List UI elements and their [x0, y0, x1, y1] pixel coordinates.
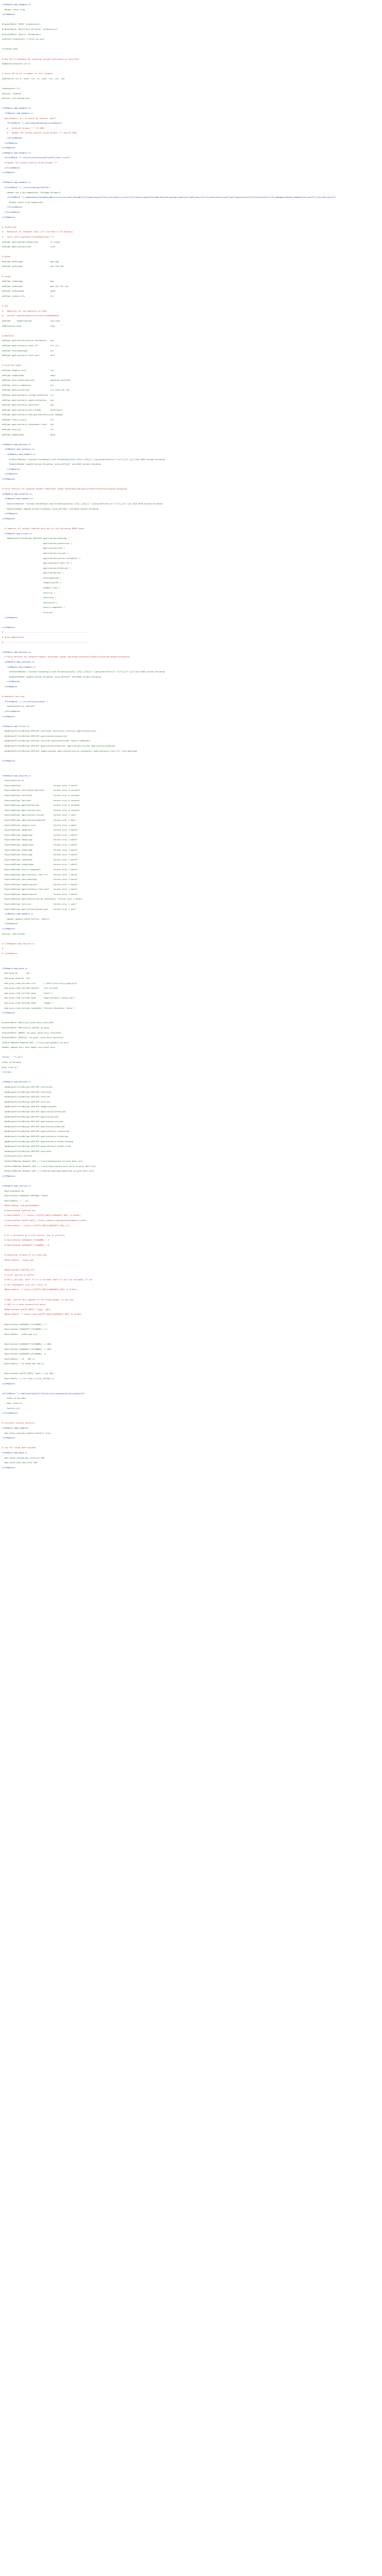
code-line: text/html \: [2, 596, 57, 599]
code-line: AddOutputFilterByType DEFLATE text/html text/plain text/css application/json: [2, 730, 96, 733]
code-line: <IfModule mod_headers.c>: [2, 151, 31, 154]
code-line: [2, 328, 380, 333]
code-line: AddType text/cache-manifest appcache manifest: [2, 379, 71, 382]
code-line: ExpiresByType text/x-component "access plus 1 month": [2, 868, 78, 871]
code-line: <IfModule mod_deflate.c>: [2, 1080, 31, 1083]
code-line: AddType video/ogg ogv: [2, 280, 54, 283]
code-line: AddOutputFilterByType DEFLATE text/xml: [2, 1095, 50, 1098]
code-line: #RewriteRule .* https://%{HTTP_HOST}%{REQUEST_URI} [L,R=301]: [2, 1288, 77, 1291]
code-line: #: [2, 947, 4, 950]
code-line: # SVG: [2, 304, 8, 308]
code-line: </IfModule>: [2, 1382, 15, 1385]
code-line: </FilesMatch>: [2, 1412, 18, 1415]
code-line: # Header set Access-Control-Allow-Origin "*": [2, 161, 58, 164]
code-line: </IfModule>: [2, 512, 18, 515]
code-line: Order allow,deny: [2, 1397, 26, 1400]
code-line: </FilesMatch>: [2, 709, 21, 713]
code-line: </IfModule>: [2, 1011, 15, 1014]
code-line: [2, 482, 380, 487]
code-line: <IfModule mod_headers.c>: [2, 453, 36, 456]
code-line: <FilesMatch "\.(bak|config|dist|fla|inc|ini|log|psd|sh|sql|sw[op])$">: [2, 1392, 85, 1395]
code-line: Deny from all: [2, 1402, 23, 1405]
code-line: # gzip compression: [2, 636, 24, 638]
code-line: IndexIgnore */*: [2, 87, 21, 90]
code-line: BrowserMatch \bMSIE !no-gzip !gzip-only-text/html: [2, 1031, 61, 1034]
code-line: [2, 719, 380, 724]
code-line: BrowserMatch "MSIE" brokenvary=1: [2, 23, 41, 26]
code-line: <IfModule mod_rewrite.c>: [2, 1184, 31, 1187]
code-line: # webfonts and svg:: [2, 695, 25, 698]
code-line: # First rewrite to HTTPS:: [2, 1273, 35, 1276]
code-line: [2, 1440, 380, 1446]
code-line: image/x-icon \: [2, 586, 60, 589]
code-line: # Assorted types: [2, 364, 22, 367]
code-line: [2, 645, 380, 650]
code-line: <IfModule mod_php5.c>: [2, 1451, 28, 1454]
code-line: # Force deflate for mangled headers developer.yahoo.com/blogs/ydn/posts/2010/12/pushing-beyond-gzipping/: [2, 655, 130, 658]
code-line: AddOutputFilterByType DEFLATE text/css: [2, 1100, 50, 1103]
code-line: SetEnvIfNoCase Request_URI \.(?:gif|jpe?g|png)$ no-gzip dont-vary: [2, 1159, 83, 1162]
code-line: </IfModule>: [2, 478, 15, 480]
code-line: application/vnd.ms-fontobject \: [2, 556, 81, 560]
code-line: [2, 249, 380, 255]
code-line: [2, 768, 380, 773]
code-line: <IfModule mod_filter.c>: [2, 724, 30, 727]
code-line: AddType image/webp webp: [2, 374, 56, 377]
code-line: # Force deflate for mangled headers developer.yahoo.com/blogs/ydn/posts/2010/12/pushing-beyond-gzipping/: [2, 487, 128, 490]
code-line: text/css \: [2, 591, 56, 594]
code-line: SetEnvIfNoCase Request_URI \.(?:gif|jpe?g|png)$ no-gzip: [2, 1041, 68, 1044]
code-line: [2, 1050, 380, 1055]
code-line: AddType application/xml rss atom xml rdf: [2, 388, 70, 392]
code-line: AddType application/vnd.ms-fontobject eot: [2, 339, 54, 342]
code-line: # Video: [2, 275, 11, 278]
code-line: [2, 101, 380, 106]
code-line: <IfModule mod_setenvif.c>: [2, 492, 32, 495]
code-line: Satisfy All: [2, 1406, 21, 1410]
code-line: AddType application/octet-stream safariextz: [2, 408, 63, 411]
code-line: AddEncoding gzip svgz: [2, 324, 56, 327]
code-line: AddType audio/ogg oga ogg: [2, 260, 59, 263]
code-line: RewriteEngine On: [2, 1189, 24, 1192]
code-line: RewriteRule ^.*$ - [NC,L]: [2, 1357, 35, 1360]
code-line: </IfModule>: [2, 517, 15, 520]
code-line: ExpiresByType application/x-font-woff "access plus 1 month": [2, 888, 78, 891]
code-line: </IfModule>: [2, 685, 18, 688]
code-line: ExpiresDefault "access plus 1 month": [2, 784, 78, 787]
code-line: AddOutputFilterByType DEFLATE application/x-javascript: [2, 1130, 70, 1133]
code-line: [2, 763, 380, 768]
code-line: </IfModule>: [2, 625, 15, 629]
code-line: ExpiresByType image/svg+xml "access plus 1 month": [2, 883, 78, 886]
code-line: </IfModule>: [2, 215, 15, 218]
code-line: # Otherwise forward it to index.php: [2, 1253, 47, 1257]
code-line: BrowserMatch "Opera" !brokenvary: [2, 32, 41, 36]
code-line: <FilesMatch "\.(appcache|atom|bbaw|bmp|crx|css|cur|eot|f4[abpv]|flv|geojson|gif|htc|ico|jpe?g|js|json(ld)?|m4[av]|manifest|map|mp4|oex|og[agv]|opus|otf|pdf|png|rdf|rss|safariextz|svgz?|swf|topojson|tt[cf]|txt|vcard|vcf|vtt|webapp|web[mp]|webmanifest|woff2?|xloc|xml|xpi)$">: [2, 196, 336, 199]
code-line: [2, 1292, 380, 1297]
code-line: image/svg+xml \: [2, 581, 61, 584]
code-line: </IfModule>: [2, 467, 21, 470]
code-line: # If a directory or a file exists, use it directly: [2, 1233, 65, 1236]
code-line: </IfModule>: [2, 146, 15, 149]
code-line: # Use UTF-8 encoding for anything served text/plain or text/html: [2, 57, 79, 60]
code-line: [2, 1317, 380, 1322]
code-line: ExpiresByType application/vnd.ms-fontobject "access plus 1 month": [2, 897, 83, 901]
code-line: </FilesMatch>: [2, 166, 21, 169]
code-line: AddType application/json json: [2, 245, 56, 248]
code-line: AddType application/x-font-woff woff: [2, 354, 56, 357]
code-line: # Normalize to standard type (it's sniffed in IE anyways): [2, 230, 74, 233]
code-line: AddOutputFilterByType DEFLATE text/plain: [2, 1086, 53, 1089]
code-line: AddOutputFilterByType DEFLATE application/rss+xml: [2, 1120, 64, 1123]
code-line: [2, 81, 380, 87]
code-line: #RewriteCond %{HTTP_HOST} !^www\. [NC]: [2, 1308, 50, 1311]
code-line: [2, 1015, 380, 1021]
code-line: ExpiresByType font/opentype "access plus 1 month": [2, 878, 78, 881]
code-line: </IfModule>: [2, 472, 18, 476]
code-line: [2, 1178, 380, 1183]
code-line: <IfModule mod_setenvif.c>: [2, 448, 35, 451]
code-line: </IfModule>: [2, 927, 15, 930]
code-line: <IfModule mod_setenvif.c>: [2, 660, 35, 663]
code-line: AddType audio/mp4 m4a f4a f4b: [2, 265, 64, 268]
code-line: # the subsequent rule will catch it.: [2, 1283, 48, 1286]
code-line: ExpiresByType application/rss+xml "access plus 1 hour": [2, 814, 77, 817]
code-line: AddType application/x-chrome-extension crx: [2, 393, 54, 396]
code-line: order allow,deny: [2, 1061, 22, 1064]
code-line: [2, 956, 380, 961]
code-line: text/plain \: [2, 601, 58, 604]
code-line: mod_headers: g = to match by Content-Type??: [2, 116, 57, 120]
code-line: application/json \: [2, 547, 65, 550]
code-line: Header append Vary User-Agent env=!dont-vary: [2, 1046, 56, 1049]
code-line: AddType application/x-font-ttf ttf ttc: [2, 344, 59, 347]
code-line: # SetEnvIf Origin ":" IS_CORS: [2, 126, 44, 129]
code-line: [2, 689, 380, 694]
code-line: ExpiresByType image/svg+xml "access plus 1 month": [2, 892, 78, 895]
code-line: ExpiresByType text/xml "access plus 0 seconds": [2, 799, 81, 802]
code-line: SetEnvIfNoCase Request_URI \.(?:exe|t?gz|zip|bz2|sit|rar)$ no-gzip dont-vary: [2, 1164, 96, 1167]
code-line: [2, 17, 380, 22]
code-line: FileETag none: [2, 47, 18, 50]
code-line: SetOutputFilter DEFLATE: [2, 705, 35, 708]
code-line: RewriteCond %{REQUEST_FILENAME} -s [OR]: [2, 1342, 52, 1345]
code-line: AddOutputFilterByType DEFLATE text/html: [2, 1090, 52, 1093]
code-line: # increase session security: [2, 1421, 35, 1425]
code-line: application/xml \: [2, 571, 64, 574]
code-line: # Force UTF-8 for a number of file formats: [2, 72, 53, 75]
code-line: ExpiresByType audio/ogg "access plus 1 month": [2, 853, 78, 856]
code-line: AddOutputFilterByType DEFLATE text/html: [2, 1149, 52, 1153]
code-line: [2, 269, 380, 274]
code-line: [2, 1228, 380, 1233]
code-line: </Files>: [2, 1071, 12, 1074]
code-line: mod_gzip_item_exclude mime ^image/.*: [2, 1001, 54, 1004]
code-line: AddOutputFilterByType DEFLATE text/xml application/xml text/x-component: [2, 739, 90, 742]
code-line: RewriteRule . index.php [L]: [2, 1332, 37, 1335]
code-line: </IfModule>: [2, 1174, 15, 1177]
code-line: <Files ~ "^\.ht">: [2, 1056, 23, 1059]
code-line: </IfModule>: [2, 680, 21, 683]
code-line: # Now, rewrite any request to the wrong domain to use www.: [2, 1298, 75, 1301]
code-line: [2, 358, 380, 363]
code-line: [2, 219, 380, 225]
code-line: SetEnvIfNoCase ^(Accept-EncodXng|X-cept-Encoding|X{15}|~{15}|-{15})$ ^((gzip|deflate)\s*,?\s*)+|[X~-]{4,13}$ HAVE_Accept-Encoding: [2, 457, 165, 461]
code-line: #RewriteRule .* https://www.%{HTTP_HOST}%{REQUEST_URI} [L,R=301]: [2, 1313, 82, 1316]
code-line: <IfModule mod_headers.c>: [2, 497, 33, 500]
code-line: </IfModule>: [2, 1466, 15, 1469]
code-line: AddType image/webp webp: [2, 433, 56, 436]
code-line: <IfModule php5_module>: [2, 1427, 29, 1429]
code-line: BrowserMatch ^Mozilla/4 gzip-only-text/html: [2, 1021, 54, 1024]
code-line: </IfModule>: [2, 715, 15, 718]
code-line: [2, 437, 380, 442]
code-line: ExpiresByType text/html "access plus 0 seconds": [2, 794, 81, 796]
code-line: font/opentype \: [2, 576, 61, 579]
code-line: AddOutputFilterByType DEFLATE application/xml: [2, 1115, 59, 1118]
code-line: # RewriteCond %{REQUEST_FILENAME} !-d: [2, 1244, 49, 1247]
code-line: AddOutputFilterByType DEFLATE application/atom_xml: [2, 1125, 65, 1128]
code-line: # ----------------------------------------------------------------------: [2, 631, 89, 634]
code-line: RewriteCond %{REQUEST_FILENAME} -d: [2, 1352, 46, 1355]
code-line: application/xhtml+xml \: [2, 566, 71, 569]
code-line: BrowserMatch \bMSI[E] !no-gzip !gzip-only-text/html: [2, 1036, 64, 1039]
code-line: SetEnvIf brokenvary 1 force-no-vary: [2, 38, 44, 41]
code-line: <IfModule mod_headers.c>: [2, 112, 33, 115]
code-line: AddOutputFilterByType DEFLATE application/x-httpd-eruby: [2, 1145, 71, 1148]
code-line: RewriteCond %{REQUEST_METHOD} ^TRACE: [2, 1194, 48, 1197]
code-line: RewriteRule .* - [F]: [2, 1199, 29, 1202]
code-line: AddType image/x-icon ico: [2, 368, 54, 371]
code-line: AddCharset utf-8 .atom .css .js .json .rss .vtt .xml: [2, 77, 65, 80]
code-line: AddType video/webm webm: [2, 290, 56, 293]
code-line: AddOutputFilterByType DEFLATE application/javascript: [2, 734, 67, 737]
code-line: ExpiresByType application/x-font-ttf "access plus 1 month": [2, 873, 78, 876]
code-line: AddOutputFilterByType DEFLATE application/x-httpd-fastphp: [2, 1140, 74, 1143]
code-line: application/x-font-ttf \: [2, 562, 72, 565]
code-line: <IfModule mod_deflate.c>: [2, 443, 31, 446]
code-line: AddType video/mp4 mp4 m4v f4v f4p: [2, 284, 68, 287]
code-line: [2, 175, 380, 180]
code-line: ExpiresByType image/gif "access plus 1 month": [2, 828, 78, 832]
code-line: text/x-component \: [2, 606, 65, 609]
code-line: AddType application/javascript js jsonp: [2, 240, 60, 243]
code-line: [2, 52, 380, 57]
code-line: </IfModule>: [2, 616, 18, 619]
code-line: </IfModule>: [2, 141, 18, 144]
code-line: mod_gzip_item_include file \.(html?|txt|css|js|php|pl)$: [2, 981, 77, 985]
code-line: <IfModule mod_headers.c>: [2, 912, 33, 916]
code-line: [2, 936, 380, 941]
code-line: AddDefaultCharset utf-8: [2, 62, 30, 65]
code-line: BrowserMatch ^Mozilla/4\.0[678] no-gzip: [2, 1026, 49, 1029]
code-line: [2, 1416, 380, 1421]
code-line: mod_gzip_item_include mime ^application/x-javascript.*: [2, 996, 76, 999]
code-line: php_value post_max_size 50M: [2, 1461, 37, 1464]
code-line: <IfModule mod_headers.c>: [2, 665, 36, 668]
code-line: RequestHeader append Accept-Encoding "gzip,deflate" env=HAVE_Accept-Encoding: [2, 507, 99, 510]
code-line: #RewriteCond %{HTTPS} off: [2, 1268, 35, 1271]
code-line: RewriteRule ^(.*)$ http://%1/$1 [R=301,L]: [2, 1377, 54, 1380]
code-line: [2, 521, 380, 526]
code-line: </FilesMatch>: [2, 210, 21, 213]
code-line: mod_gzip_item_include handler ^cgi-script$: [2, 987, 58, 990]
code-line: mod_gzip_item_include mime ^text/.*: [2, 991, 53, 994]
code-line: <FilesMatch "\.(ttf|otf|eot|svg)$" >: [2, 700, 48, 703]
code-line: </IfModule>: [2, 759, 15, 762]
code-line: AddType application/x-xpinstall xpi: [2, 403, 54, 406]
code-line: [2, 1075, 380, 1080]
code-line: ExpiresByType video/webm "access plus 1 month": [2, 863, 78, 866]
code-line: AddType font/opentype otf: [2, 349, 54, 352]
code-line: [2, 1336, 380, 1342]
code-line: ExpiresByType image/x-icon "access plus 1 week": [2, 823, 77, 826]
code-line: #RewriteBase /eqvim/devadmin/: [2, 1204, 40, 1207]
code-line: <IfModule mod_expires.c>: [2, 774, 31, 777]
code-line: # Don't put www. here. If it is already there it will be included, if not: [2, 1278, 93, 1281]
code-line: Header append Cache-Control "public": [2, 917, 50, 920]
code-line: AddType image/svg+xml svg svgz: [2, 319, 60, 322]
code-line: mod_gzip_dechunk Yes: [2, 976, 30, 979]
code-line: Options +FollowSymLinks: [2, 97, 30, 100]
code-line: # RewriteCond %{HTTP_HOST} ^https://eqvim.com/eqvim/devadmin/tickets: [2, 1219, 86, 1222]
code-line: application/javascript \: [2, 541, 72, 545]
code-line: AddType text/x-component htc: [2, 383, 54, 386]
code-line: AddType text/vtt vtt: [2, 428, 54, 431]
code-line: mod_gzip_on Yes: [2, 972, 30, 975]
code-line: [2, 753, 380, 758]
code-line: # RewriteRule ^ https://%{HTTP_HOST}%{REQUEST_URI} [L]: [2, 1224, 70, 1227]
code-line: AddOutputFilterByType DEFLATE image/svg+xml: [2, 1105, 57, 1108]
code-line: # Compress all output labeled with one of the following MIME-types: [2, 527, 84, 530]
code-line: ExpiresByType text/cache-manifest "access plus 0 seconds": [2, 789, 81, 792]
code-line: AddType text/x-vcard vcf: [2, 418, 54, 421]
code-line: # tools.ietf.org/html/rfc4329#section-7.2: [2, 235, 54, 238]
code-line: application/rss+xml \: [2, 551, 68, 554]
code-line: # twitter.com/FontSquirrel/status/14855840545: [2, 314, 59, 317]
code-line: Header unset X-UA-Compatible: [2, 200, 43, 204]
code-line: Options -Indexes: [2, 92, 22, 95]
code-line: ExpiresByType application/json "access plus 0 seconds": [2, 808, 81, 811]
code-line: SetEnvIfNoCase ^(Accept-EncodXng|X-cept-Encoding|X{15}|~{15}|-{15})$ ^((gzip|deflate)\s*,?\s*)+|[X~-]{4,13}$ HAVE_Accept-Encoding: [2, 670, 165, 673]
code-line: [2, 42, 380, 47]
code-line: # tap for large data uploads: [2, 1446, 36, 1449]
code-line: AddOutputFilterByType DEFLATE image/svg+xml application/vnd.ms-fontobject application/x-font-ttf font/opentype: [2, 749, 137, 752]
code-line: # RewriteCond %{REQUEST_FILENAME} !-f: [2, 1239, 49, 1242]
code-line: AddType video/x-flv flv: [2, 295, 54, 298]
code-line: [2, 1248, 380, 1253]
code-line: AddOutputFilterByType DEFLATE application/xhtml+xml application/rss+xml application/atom+xml: [2, 744, 116, 748]
code-line: RewriteRule ^.*$ index.php [NC,L]: [2, 1362, 44, 1365]
code-line: <IfModule mod_headers.c>: [2, 181, 31, 184]
code-line: # </IfModule mod_rewrite.c>: [2, 942, 35, 945]
code-line: SetOutputFilter DEFLATE: [2, 1155, 32, 1158]
code-line: ExpiresByType image/png "access plus 1 month": [2, 833, 78, 836]
code-line: # RewriteCond %{HTTPS} off: [2, 1209, 36, 1212]
code-line: # Audio: [2, 255, 11, 258]
code-line: # Webfonts: [2, 334, 14, 337]
code-line: <IfModule mod_filter.c>: [2, 532, 32, 535]
code-line: [2, 620, 380, 625]
code-line: #RewriteRule . index.php: [2, 1258, 33, 1261]
code-line: php_value session.cookie_httponly true: [2, 1431, 50, 1434]
code-line: </IfModule>: [2, 171, 15, 174]
code-line: </IfModule>: [2, 922, 18, 925]
code-line: <FilesMatch "\.(ttf|ttc|otf|eot|woff|woff2|font.css)$">: [2, 156, 71, 159]
code-line: ExpiresByType application/atom+xml "access plus 1 hour": [2, 818, 77, 821]
code-line: php_value upload_max_filesize 50M: [2, 1456, 44, 1459]
code-line: Header unset ETag: [2, 8, 25, 11]
code-line: [2, 1262, 380, 1267]
code-line: <IfModule mod_headers.c>: [2, 107, 31, 110]
code-line: RewriteCond %{REQUEST_FILENAME} -l [OR]: [2, 1347, 52, 1350]
code-line: Options -MultiViews: [2, 932, 25, 935]
code-line: <IfModule mod_headers.c>: [2, 3, 31, 6]
code-line: # [NC] is a case-insensitive match: [2, 1303, 46, 1306]
code-line: SetEnvIfNoCase ^(Accept-EncodXng|X-cept-Encoding|X{15}|~{15}|-{15})$ ^((gzip|deflate)\s*,?\s*)+|[X~-]{4,13}$ HAVE_Accept-Encoding: [2, 502, 163, 505]
code-line: # ----------------------------------------------------------------------: [2, 640, 89, 643]
code-line: <IfModule mod_gzip.c>: [2, 967, 28, 970]
code-line: ExpiresByType video/mp4 "access plus 1 month": [2, 858, 78, 861]
code-line: RequestHeader append Accept-Encoding "gzip,deflate" env=HAVE_Accept-Encoding: [2, 675, 101, 678]
code-line: <IfModule mod_deflate.c>: [2, 650, 31, 653]
code-line: AddOutputFilterByType DEFLATE application/xhtml+xml: [2, 1110, 66, 1113]
code-line: deny from all: [2, 1065, 18, 1069]
code-line: AddType application/x-opera-extension oex: [2, 398, 54, 401]
code-line: # Header set Access-Control-Allow-Origin "*" env=IS_CORS: [2, 131, 77, 134]
code-line: RewriteCond %{REQUEST_FILENAME} !-f: [2, 1323, 47, 1326]
code-line: [2, 1366, 380, 1371]
code-line: [2, 1386, 380, 1391]
code-line: # Required for svg webfonts on iPad: [2, 309, 47, 312]
code-line: </IfModule>: [2, 13, 15, 16]
code-line: [2, 66, 380, 72]
code-line: </FilesMatch>: [2, 206, 23, 209]
code-line: AddOutputFilterByType DEFLATE application/atom+xml \: [2, 537, 70, 540]
code-line: </FilesMatch>: [2, 137, 23, 140]
code-line: SetEnvIfNoCase Request_URI \.(?:pdf|avi|mov|mp3|mp4|rm)$ no-gzip dont-vary: [2, 1170, 94, 1173]
code-line: ExpiresByType image/jpeg "access plus 1 month": [2, 843, 78, 846]
code-line: RewriteCond %{HTTP_HOST} ^www\.(.*)$ [NC]: [2, 1372, 54, 1375]
code-line: ExpiresByType video/ogg "access plus 1 month": [2, 848, 78, 851]
code-line: ExpiresByType application/xml "access plus 0 seconds": [2, 804, 81, 807]
code-line: <FilesMatch "\.(js|css|xml|gz|html)$">: [2, 185, 50, 189]
code-line: ExpiresByType text/css "access plus 1 year": [2, 903, 77, 906]
code-line: # RewriteRule (.*) https://%{HTTP_HOST}%{REQUEST_URI} [L,R=301]: [2, 1214, 81, 1217]
code-line: BrowserMatch "Mozilla/4.[0-9]{2}" brokenvary=1: [2, 27, 58, 30]
code-line: # </IfModule>: [2, 952, 18, 955]
code-line: AddType application/x-shockwave-flash swf: [2, 423, 54, 426]
code-line: ExpiresByType image/jpg "access plus 1 month": [2, 838, 78, 841]
code-line: text/xml: [2, 611, 53, 614]
code-line: [2, 299, 380, 304]
code-line: mod_gzip_item_exclude rspheader ^Content-Encoding:.*gzip.*: [2, 1006, 75, 1009]
code-line: AddType application/x-web-app-manifest+json webapp: [2, 413, 63, 416]
code-line: Header set X-UA-Compatible "IE=Edge,chrome=1": [2, 191, 61, 194]
code-line: RequestHeader append Accept-Encoding "gzip,deflate" env=HAVE_Accept-Encoding: [2, 463, 101, 466]
code-line: ExpiresActive on: [2, 779, 24, 782]
code-line: </IfModule>: [2, 1436, 15, 1439]
code-line: # JavaScript: [2, 225, 17, 228]
code-line: [2, 961, 380, 966]
code-line: ExpiresByType application/javascript "access plus 1 year": [2, 907, 77, 910]
code-line: AddOutputFilterByType DEFLATE application/x-httpd-php: [2, 1134, 68, 1138]
code-line: RewriteCond %{REQUEST_FILENAME} !-d: [2, 1328, 47, 1331]
code-line: <FilesMatch "\.(gif|png|jpe?g|svg|ico|webp)$">: [2, 122, 63, 125]
